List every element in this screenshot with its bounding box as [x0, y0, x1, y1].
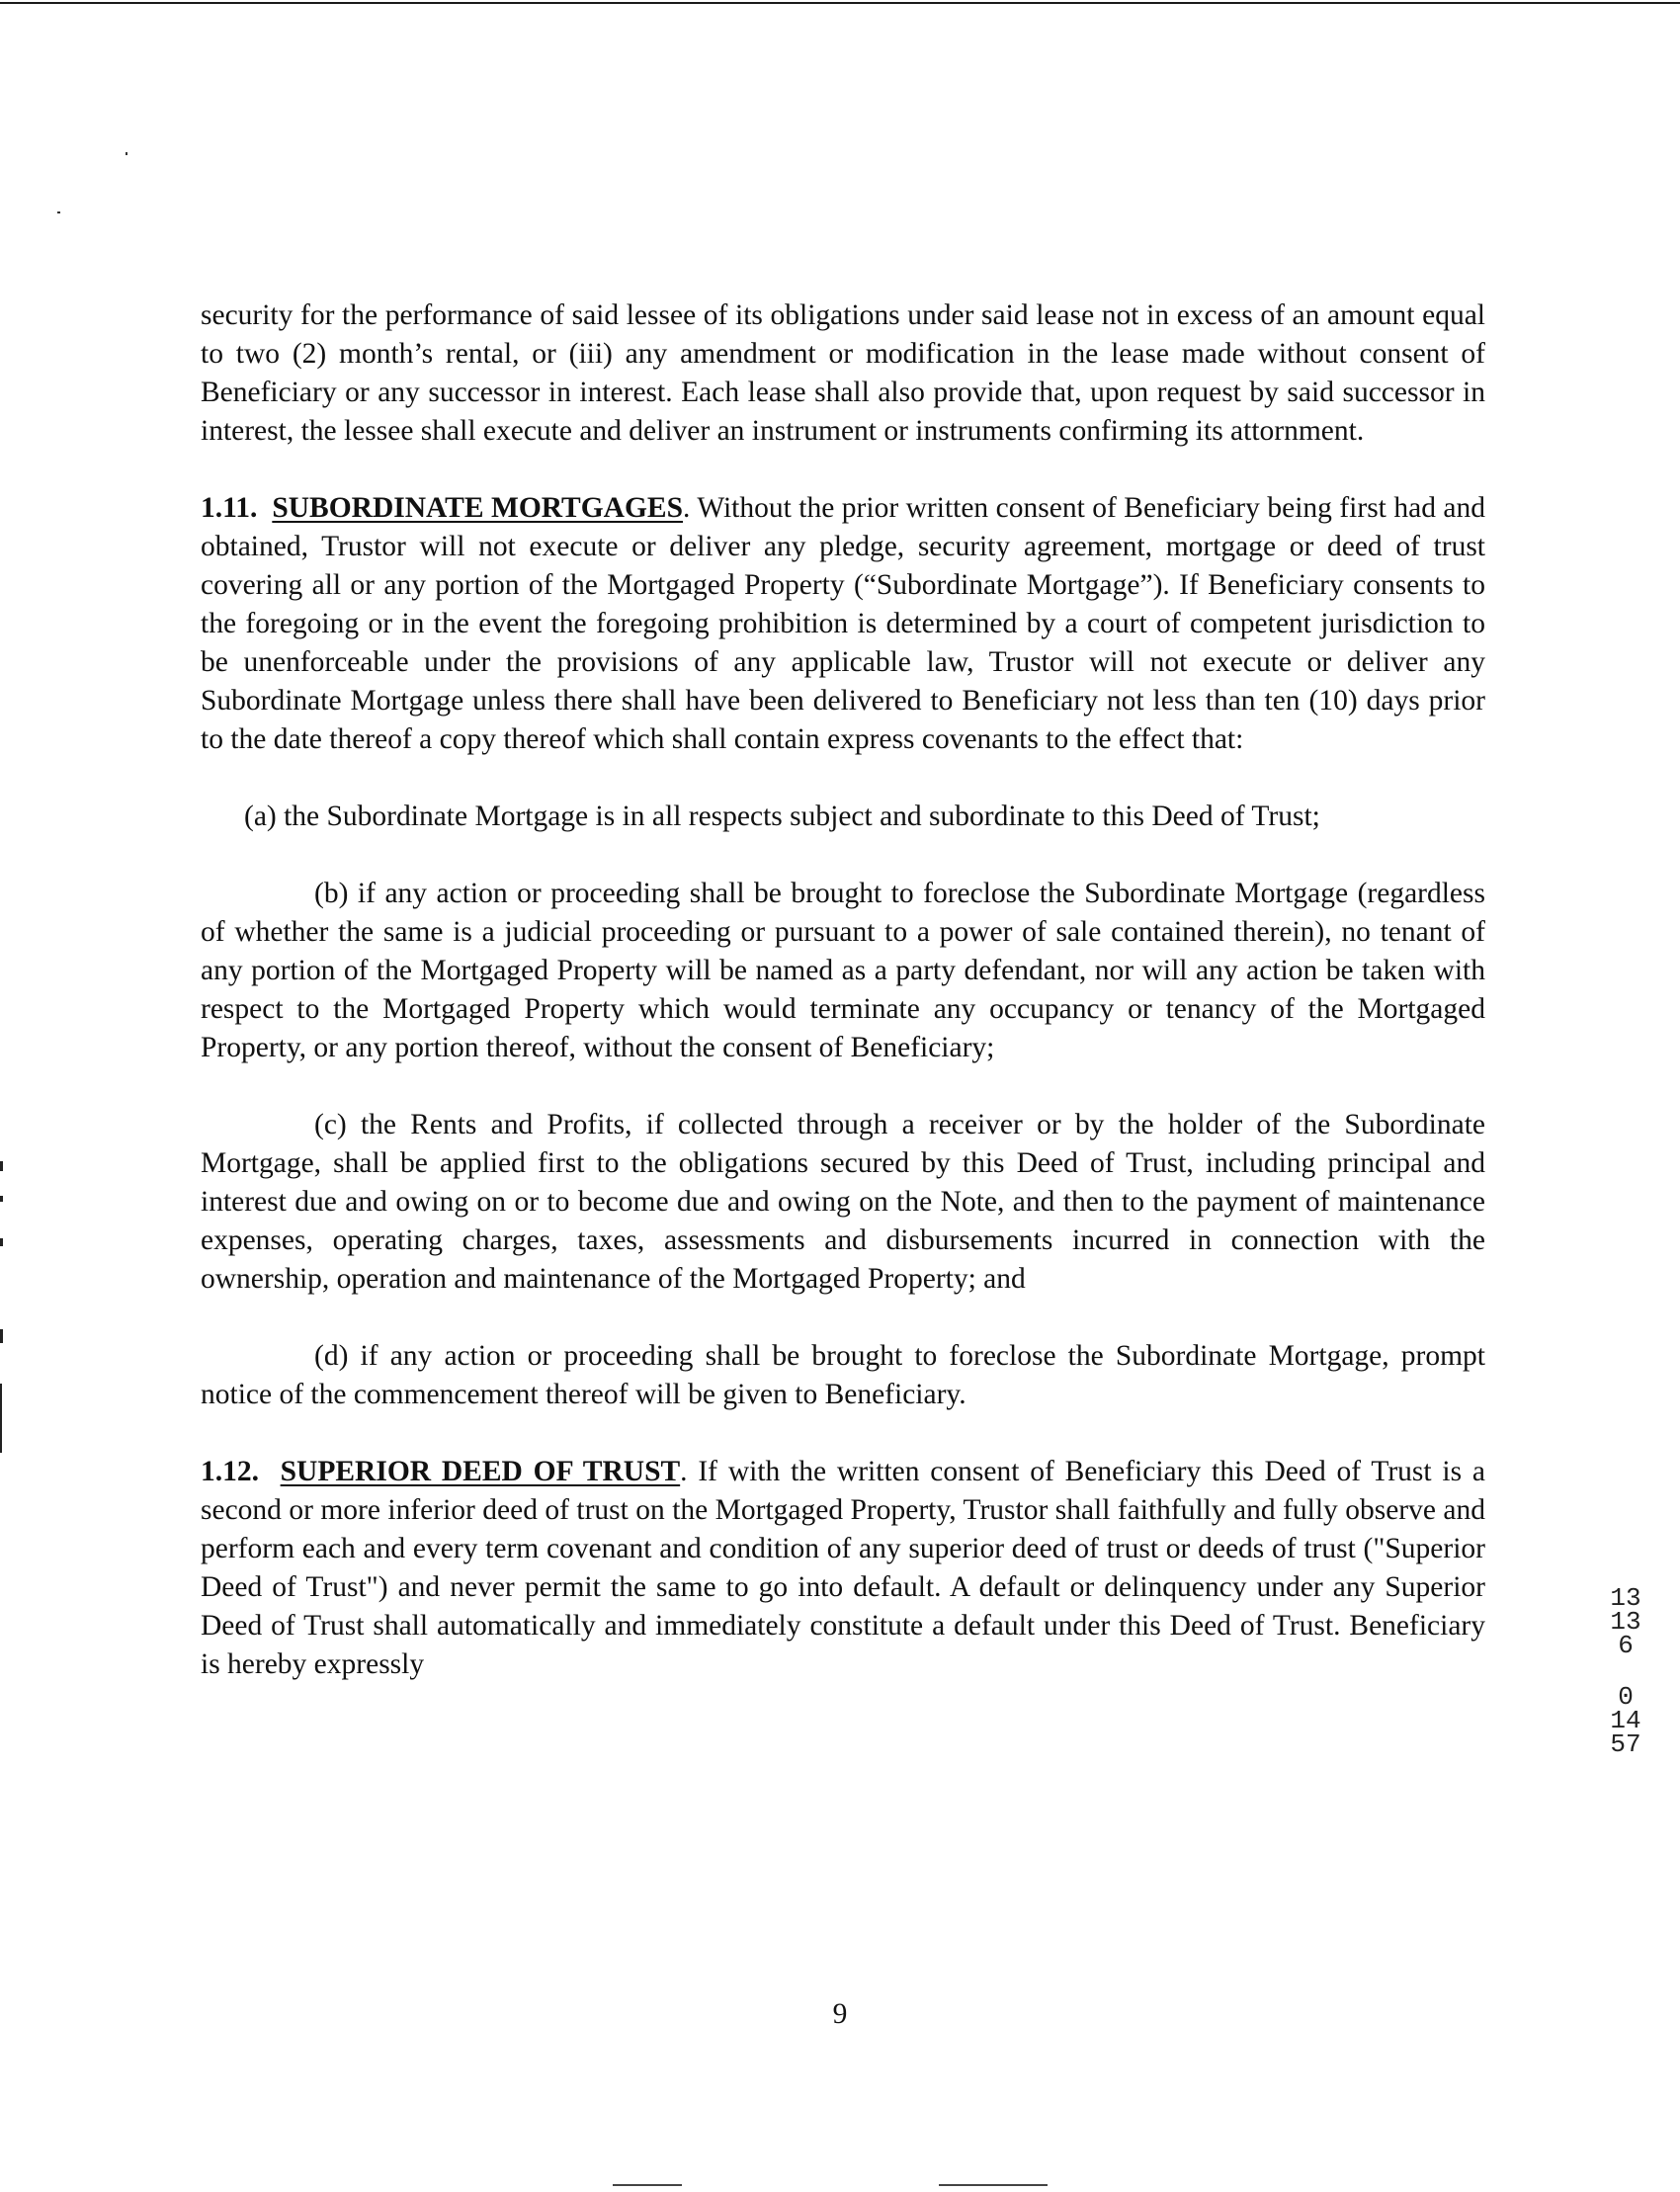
- stamp-line-4: 1457: [1610, 1706, 1641, 1759]
- scan-left-edge-mark: [0, 1384, 2, 1453]
- scan-left-edge-mark: [0, 1238, 3, 1246]
- stamp-line-2: 6: [1618, 1631, 1634, 1660]
- section-1-12-title: SUPERIOR DEED OF TRUST: [280, 1456, 681, 1487]
- margin-recording-stamp: [1609, 1583, 1642, 1759]
- clause-d: (d) if any action or proceeding shall be brought to foreclose the Subordinate Mortgage, prompt notice of the commencement thereof will be given to Beneficiary.: [201, 1340, 1485, 1410]
- scan-left-edge-mark: [0, 1196, 3, 1202]
- section-1-12: [201, 1453, 1485, 1684]
- scan-left-edge-mark: [0, 1329, 3, 1343]
- stamp-line-1: 1313: [1610, 1583, 1641, 1637]
- section-1-12-number: 1.12.: [201, 1456, 259, 1487]
- section-1-11-title: SUBORDINATE MORTGAGES: [272, 492, 684, 524]
- scan-top-edge-line: [0, 2, 1680, 4]
- scan-speck: [57, 211, 60, 213]
- stamp-line-3: 0: [1618, 1682, 1634, 1712]
- section-1-12-body: . If with the written consent of Beneficiary this Deed of Trust is a second or more inferior deed of trust on the Mortgaged Property, Trustor shall faithfully and fully observe and perform each and every term covenant and condition of any superior deed of trust or deeds of trust ("Superior Deed of Trust") and never permit the same to go into default. A default or delinquency under any Superior Deed of Trust shall automatically and immediately constitute a default under this Deed of Trust. Beneficiary is hereby expressly: [201, 1456, 1485, 1680]
- scan-speck: [126, 152, 127, 155]
- section-1-11-body: . Without the prior written consent of Beneficiary being first had and obtained, Trustor will not execute or deliver any pledge, security agreement, mortgage or deed of trust covering all or any portion of the Mortgaged Property (“Subordinate Mortgage”). If Beneficiary consents to the foregoing or in the event the foregoing prohibition is determined by a court of competent jurisdiction to be unenforceable under the provisions of any applicable law, Trustor will not execute or deliver any Subordinate Mortgage unless there shall have been delivered to Beneficiary not less than ten (10) days prior to the date thereof a copy thereof which shall contain express covenants to the effect that:: [201, 492, 1486, 755]
- document-body: [201, 296, 1485, 1684]
- clause-b: (b) if any action or proceeding shall be brought to foreclose the Subordinate Mortgage (regardless of whether the same is a judicial proceeding or pursuant to a power of sale contained therein), no tenant of any portion of the Mortgaged Property will be named as a party defendant, nor will any action be taken with respect to the Mortgaged Property which would terminate any occupancy or tenancy of the Mortgaged Property, or any portion thereof, without the consent of Beneficiary;: [201, 878, 1485, 1063]
- scan-bottom-edge-line: [939, 2184, 1048, 2186]
- page-number: 9: [832, 1998, 848, 2030]
- intro-paragraph: security for the performance of said lessee of its obligations under said lease not in excess of an amount equal to two (2) month’s rental, or (iii) any amendment or modification in the lease made without consent of Beneficiary or any successor in interest. Each lease shall also provide that, upon request by said successor in interest, the lessee shall execute and deliver an instrument or instruments confirming its attornment.: [201, 299, 1485, 447]
- clause-a: (a) the Subordinate Mortgage is in all respects subject and subordinate to this Deed of Trust;: [244, 801, 1320, 832]
- scan-left-edge-mark: [0, 1161, 3, 1171]
- scan-bottom-edge-line: [613, 2184, 682, 2186]
- section-1-11: [201, 489, 1485, 759]
- clause-c: (c) the Rents and Profits, if collected through a receiver or by the holder of the Subordinate Mortgage, shall be applied first to the obligations secured by this Deed of Trust, including principal and interest due and owing on or to become due and owing on the Note, and then to the payment of maintenance expenses, operating charges, taxes, assessments and disbursements incurred in connection with the ownership, operation and maintenance of the Mortgaged Property; and: [201, 1109, 1485, 1295]
- section-1-11-number: 1.11.: [201, 492, 258, 524]
